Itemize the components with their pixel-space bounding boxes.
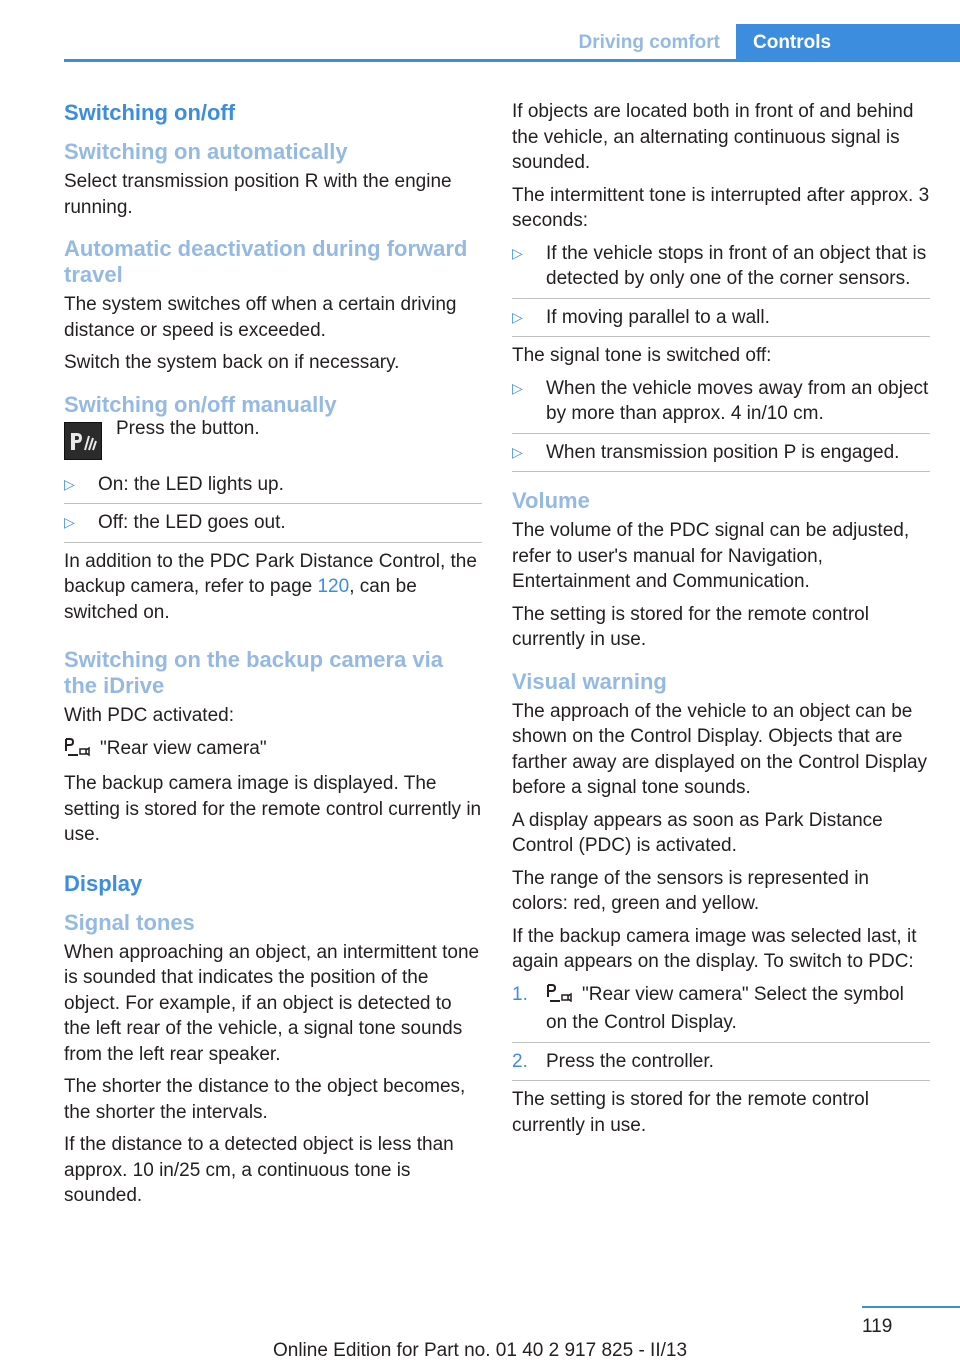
list-item: ▷ When transmission position P is engaged. (512, 433, 930, 472)
paragraph-deactivation: The system switches off when a certain driving distance or speed is exceeded. (64, 294, 457, 341)
switch-off-conditions-list (512, 376, 930, 473)
rear-view-camera-icon (546, 983, 572, 1011)
pdc-button-icon (64, 422, 102, 460)
paragraph-image-displayed: The backup camera image is displayed. The setting is stored for the remote control currently in use. (64, 773, 482, 845)
list-item: ▷ On: the LED lights up. (64, 472, 482, 504)
switch-to-pdc-steps (512, 982, 930, 1082)
paragraph-with-pdc: With PDC activated: (64, 705, 234, 726)
paragraph-interrupted: The intermittent tone is interrupted after approx. 3 seconds: (512, 184, 930, 231)
paragraph-volume-2: The setting is stored for the remote control currently in use. (512, 603, 869, 650)
header-chapter-tab: Controls (736, 24, 960, 60)
pdc-button-instruction (64, 417, 482, 460)
page-reference-link[interactable]: 120 (317, 576, 350, 597)
heading-switching-on-off: Switching on/off (64, 100, 236, 125)
footer-edition-text: Online Edition for Part no. 01 40 2 917 825 - II/13 (272, 1340, 688, 1361)
paragraph-signal-1: When approaching an object, an intermittent tone is sounded that indicates the position of the object. For example, if an object is detected to the left rear of the vehicle, a signal tone sounds from the left rear speaker. (64, 941, 480, 1065)
paragraph-backup-camera: In addition to the PDC Park Distance Control, the backup camera, refer to page 120, can be switched on. (64, 550, 477, 623)
paragraph-visual-1: The approach of the vehicle to an object can be shown on the Control Display. Objects that are farther away are displayed on the Control Display before a signal tone sounds. (512, 700, 928, 798)
paragraph-volume-1: The volume of the PDC signal can be adjusted, refer to user's manual for Navigation, Entertainment and Communication. (512, 520, 910, 592)
list-item: ▷ Off: the LED goes out. (64, 503, 482, 542)
header-section-title: Driving comfort (578, 32, 720, 53)
heading-visual-warning: Visual warning (512, 668, 667, 694)
heading-volume: Volume (512, 488, 590, 513)
paragraph-signal-2: The shorter the distance to the object becomes, the shorter the intervals. (64, 1076, 466, 1123)
left-column (64, 99, 482, 1216)
paragraph-auto: Select transmission position R with the engine running. (64, 171, 452, 218)
paragraph-setting-stored: The setting is stored for the remote control currently in use. (512, 1089, 869, 1136)
list-item: 2. Press the controller. (512, 1042, 930, 1081)
footer-rule (862, 1306, 960, 1308)
led-state-list (64, 472, 482, 543)
paragraph-objects: If objects are located both in front of and behind the vehicle, an alternating continuous signal is sounded. (512, 101, 914, 173)
heading-switching-on-automatically: Switching on automatically (64, 139, 348, 164)
interrupt-conditions-list (512, 241, 930, 338)
paragraph-visual-2: A display appears as soon as Park Distance Control (PDC) is activated. (512, 809, 883, 856)
right-column (512, 99, 930, 1145)
paragraph-rear-view-camera: "Rear view camera" (64, 736, 482, 765)
list-item: 1. "Rear view camera" Select the symbol on the Control Display. (512, 983, 904, 1033)
paragraph-visual-4: If the backup camera image was selected last, it again appears on the display. To switch to PDC: (512, 925, 917, 972)
heading-signal-tones: Signal tones (64, 909, 195, 935)
paragraph-signal-3: If the distance to a detected object is less than approx. 10 in/25 cm, a continuous tone is sounded. (64, 1134, 454, 1206)
paragraph-switch-back-on: Switch the system back on if necessary. (64, 352, 400, 373)
rear-view-camera-icon (64, 737, 90, 765)
list-item: ▷ If the vehicle stops in front of an object that is detected by only one of the corner sensors. (512, 241, 930, 298)
heading-automatic-deactivation: Automatic deactivation during forward travel (64, 236, 468, 287)
page-number: 119 (862, 1316, 893, 1337)
header-rule (64, 59, 960, 62)
paragraph-visual-3: The range of the sensors is represented in colors: red, green and yellow. (512, 867, 869, 914)
list-item: ▷ If moving parallel to a wall. (512, 298, 930, 337)
heading-switching-manually: Switching on/off manually (64, 391, 337, 417)
step-number: 2. (512, 1050, 528, 1072)
press-button-text: Press the button. (116, 417, 260, 439)
paragraph-switched-off: The signal tone is switched off: (512, 345, 772, 366)
step-number: 1. (512, 983, 528, 1005)
heading-display: Display (64, 870, 143, 896)
heading-backup-camera-idrive: Switching on the backup camera via the iDrive (64, 647, 443, 698)
list-item: ▷ When the vehicle moves away from an object by more than approx. 4 in/10 cm. (512, 376, 930, 433)
